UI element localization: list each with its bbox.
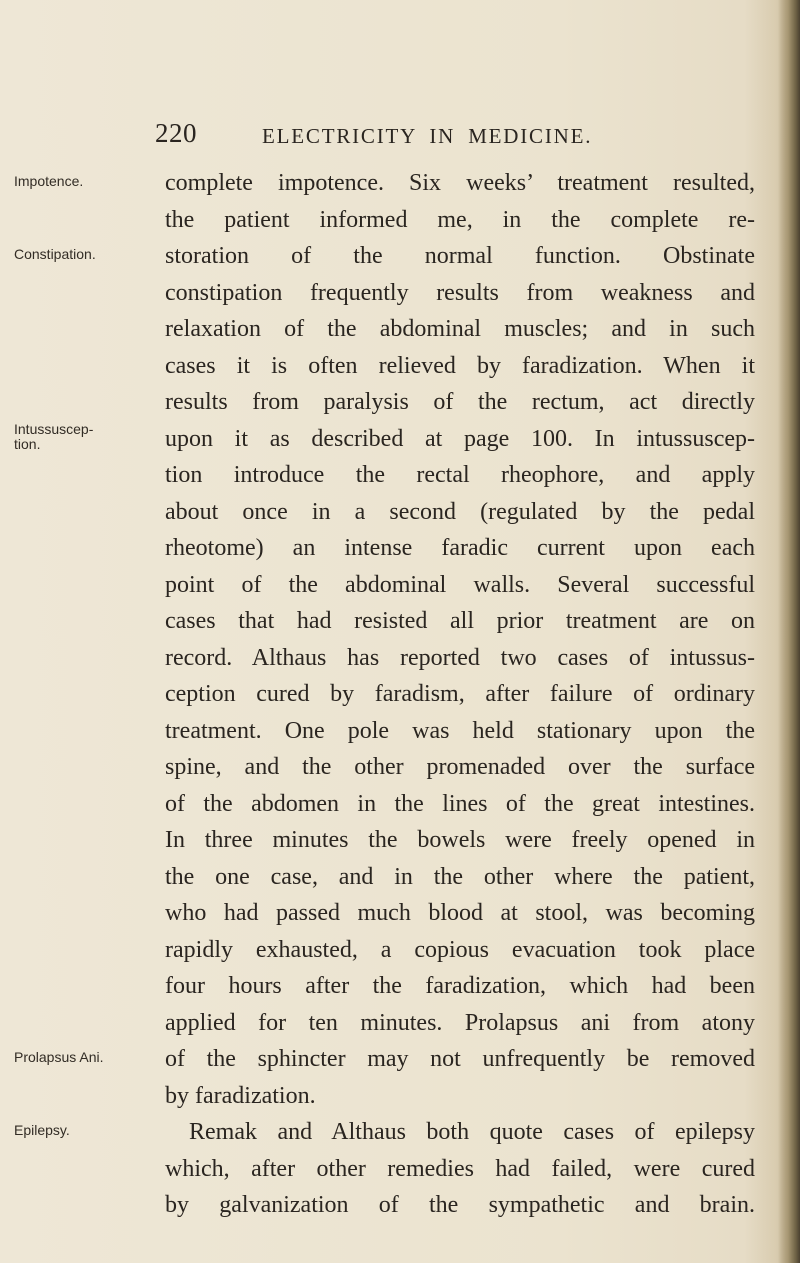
text-line: by faradization. [165,1082,316,1109]
text-line: the patient informed me, in the complete re- [165,206,755,233]
text-line: by galvanization of the sympathetic and brain. [165,1192,755,1218]
text-line: storation of the normal function. Obstinate [165,243,755,269]
text-line: the one case, and in the other where the patient, [165,863,755,890]
margin-note-intussusception: Intussuscep- tion. [14,421,94,452]
text-line: cases it is often relieved by faradization. When it [165,352,755,379]
text-line: spine, and the other promenaded over the surface [165,754,755,780]
text-line: about once in a second (regulated by the pedal [165,498,755,525]
text-line: applied for ten minutes. Prolapsus ani from atony [165,1009,755,1036]
text-line: complete impotence. Six weeks’ treatment resulted, [165,170,755,196]
text-line: In three minutes the bowels were freely opened in [165,827,755,853]
text-line: tion introduce the rectal rheophore, and apply [165,462,755,488]
text-line: results from paralysis of the rectum, act directly [165,389,755,415]
text-line: rheotome) an intense faradic current upon each [165,535,755,561]
margin-note-epilepsy: Epilepsy. [14,1122,70,1138]
text-line: point of the abdominal walls. Several successful [165,571,755,598]
page-binding-edge [778,0,800,1263]
text-line: cases that had resisted all prior treatment are on [165,608,755,634]
text-line: of the abdomen in the lines of the great intestines. [165,790,755,817]
margin-note-prolapsus-ani: Prolapsus Ani. [14,1049,104,1065]
margin-note-constipation: Constipation. [14,246,96,262]
text-line: who had passed much blood at stool, was becoming [165,900,755,926]
text-line: ception cured by faradism, after failure of ordinary [165,681,755,707]
text-line: relaxation of the abdominal muscles; and in such [165,316,755,342]
margin-note-impotence: Impotence. [14,173,84,189]
text-line: upon it as described at page 100. In intussuscep- [165,425,755,452]
text-line: of the sphincter may not unfrequently be removed [165,1046,755,1072]
page-number: 220 [155,118,197,148]
text-line: treatment. One pole was held stationary upon the [165,717,755,744]
text-line: constipation frequently results from weakness and [165,279,755,306]
running-head: ELECTRICITY IN MEDICINE. [262,124,593,148]
text-line: rapidly exhausted, a copious evacuation took place [165,936,755,963]
page-header [0,118,800,158]
text-line: which, after other remedies had failed, were cured [165,1155,755,1182]
text-line: Remak and Althaus both quote cases of epilepsy [189,1119,755,1145]
text-line: record. Althaus has reported two cases of intussus- [165,644,755,671]
text-line: four hours after the faradization, which had been [165,973,755,999]
body-text [165,165,755,1224]
